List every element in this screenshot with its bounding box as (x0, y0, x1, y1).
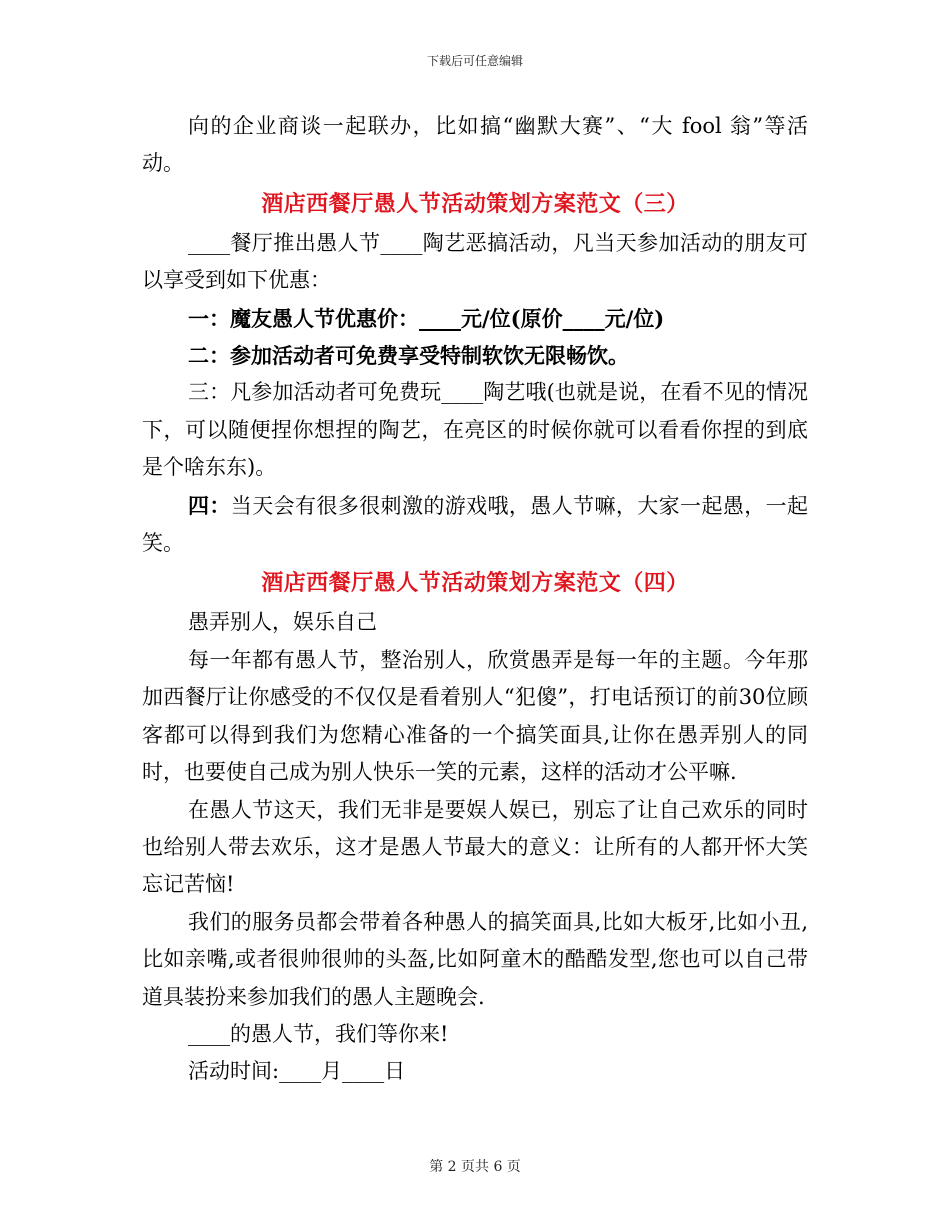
offer-item-3: 三：凡参加活动者可免费玩____陶艺哦(也就是说，在看不见的情况下，可以随便捏你想捏的陶艺，在亮区的时候你就可以看看你捏的到底是个啥东东)。 (142, 380, 808, 480)
page-footer: 第 2 页共 6 页 (429, 1159, 521, 1175)
continued-paragraph: 向的企业商谈一起联办，比如搞“幽默大赛”、“大 fool 翁”等活动。 (142, 114, 808, 176)
page-header: 下载后可任意编辑 (426, 54, 523, 68)
section-3-title: 酒店西餐厅愚人节活动策划方案范文（三） (261, 190, 689, 217)
offer-item-1: 一：魔友愚人节优惠价：____元/位(原价____元/位) (188, 305, 665, 331)
section-4-paragraph-3: 我们的服务员都会带着各种愚人的搞笑面具,比如大板牙,比如小丑,比如亲嘴,或者很帅很帅的头盔,比如阿童木的酷酷发型,您也可以自己带道具装扮来参加我们的愚人主题晚会. (142, 909, 808, 1009)
slogan: 愚弄别人，娱乐自己 (188, 610, 377, 635)
section-4-title: 酒店西餐厅愚人节活动策划方案范文（四） (261, 570, 689, 597)
document-body (142, 108, 808, 1091)
offer-item-2: 二：参加活动者可免费享受特制软饮无限畅饮。 (188, 343, 629, 369)
offer-item-4-text: 当天会有很多很刺激的游戏哦，愚人节嘛，大家一起愚，一起笑。 (142, 493, 809, 556)
offer-item-4-lead: 四： (188, 492, 231, 518)
activity-time: 活动时间:____月____日 (188, 1059, 406, 1084)
section-4-paragraph-1: 每一年都有愚人节，整治别人，欣赏愚弄是每一年的主题。今年那加西餐厅让你感受的不仅仅是看着别人“犯傻”，打电话预订的前30位顾客都可以得到我们为您精心准备的一个搞笑面具,让你在愚弄别人的同时，也要使自己成为别人快乐一笑的元素，这样的活动才公平嘛. (142, 647, 808, 785)
offer-item-4 (142, 487, 808, 563)
section-4-paragraph-4: ____的愚人节，我们等你来! (188, 1021, 449, 1046)
section-3-intro: ____餐厅推出愚人节____陶艺恶搞活动，凡当天参加活动的朋友可以享受到如下优惠： (142, 230, 808, 293)
section-4-paragraph-2: 在愚人节这天，我们无非是要娱人娱已，别忘了让自己欢乐的同时也给别人带去欢乐，这才是愚人节最大的意义：让所有的人都开怀大笑忘记苦恼! (142, 797, 808, 897)
